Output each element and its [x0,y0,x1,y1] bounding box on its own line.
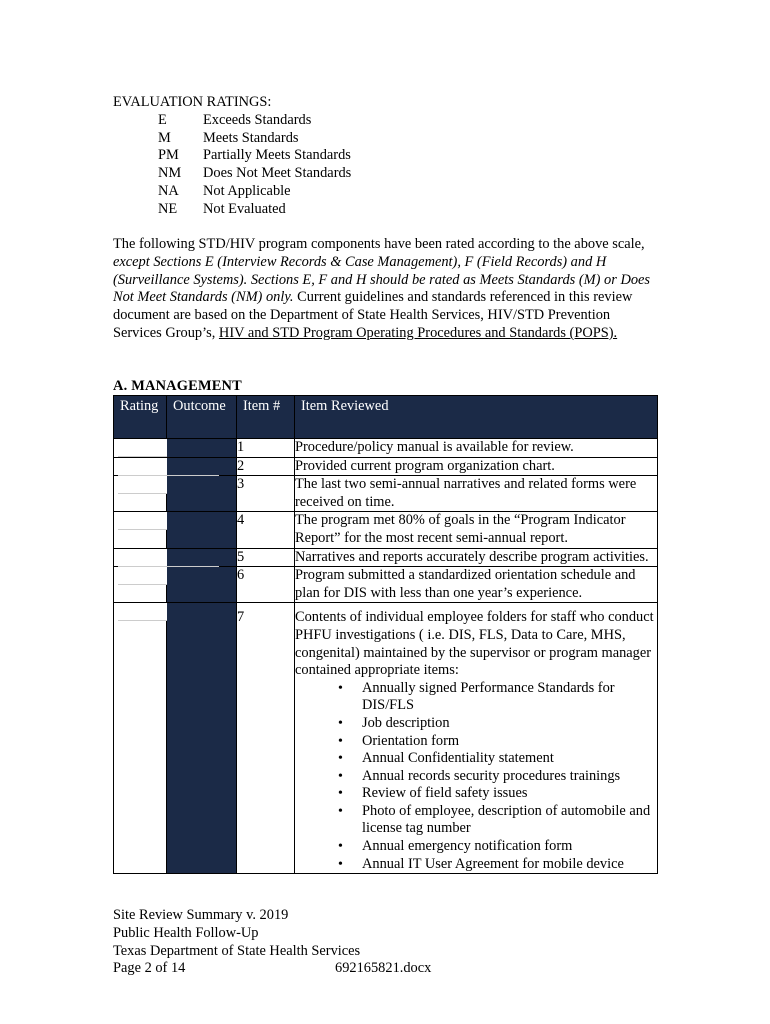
outcome-cell[interactable] [167,439,237,458]
outcome-cell[interactable] [167,548,237,567]
page-footer [113,907,431,978]
list-item: • Annual records security procedures trainings [362,768,657,786]
item-reviewed [295,603,658,874]
item-number: 4 [237,512,295,548]
rating-cell[interactable] [114,548,167,567]
item-reviewed [295,548,658,567]
item-number: 1 [237,439,295,458]
item-number: 6 [237,567,295,603]
table-row [114,476,658,512]
rating-row [113,147,351,165]
rating-code: E [158,111,167,128]
rating-code: M [158,129,171,146]
outcome-cell[interactable] [167,457,237,476]
intro-text-2: Current guidelines and standards referenced in this review document are based on the Department of State Health Services, HIV/STD Prevention Services Group’s, [113,289,633,341]
rating-cell[interactable] [114,567,167,603]
list-item: • Orientation form [362,733,657,751]
rating-label: Partially Meets Standards [203,147,351,164]
outcome-cell[interactable] [167,603,237,874]
list-item: • Annually signed Performance Standards for DIS/FLS [362,680,657,715]
rating-row [113,183,351,201]
header-item-reviewed: Item Reviewed [295,396,658,439]
item-reviewed [295,512,658,548]
rating-row [113,130,351,148]
footer-page-number: Page 2 of 14 [113,960,186,977]
rating-code: NM [158,165,182,182]
table-row [114,439,658,458]
intro-paragraph [113,236,661,343]
rating-cell[interactable] [114,512,167,548]
item-text: The program met 80% of goals in the “Program Indicator Report” for the most recent semi-annual report. [295,512,626,546]
table-row [114,603,658,874]
item-reviewed [295,439,658,458]
list-item: • Annual Confidentiality statement [362,750,657,768]
item-bullet-list [295,680,657,874]
table-header-row [114,396,658,439]
list-item: • Review of field safety issues [362,785,657,803]
item-number: 5 [237,548,295,567]
list-item: • Job description [362,715,657,733]
rating-cell[interactable] [114,476,167,512]
rating-label: Exceeds Standards [203,111,312,128]
header-item-number: Item # [237,396,295,439]
table-row [114,512,658,548]
outcome-cell[interactable] [167,512,237,548]
footer-filename: 692165821.docx [335,960,432,977]
table-row [114,548,658,567]
item-text: Program submitted a standardized orientation schedule and plan for DIS with less than one year’s experience. [295,567,636,601]
list-item: • Annual IT User Agreement for mobile device [362,856,657,874]
item-text: Procedure/policy manual is available for review. [295,439,574,455]
list-item: • Photo of employee, description of automobile and license tag number [362,803,657,838]
item-number: 7 [237,603,295,874]
table-row [114,457,658,476]
rating-label: Not Evaluated [203,200,286,217]
rating-row [113,165,351,183]
item-text: Narratives and reports accurately describe program activities. [295,548,649,565]
item-reviewed [295,567,658,603]
rating-code: NE [158,200,178,217]
pops-link[interactable]: HIV and STD Program Operating Procedures and Standards (POPS). [218,324,618,341]
intro-italic: except Sections E (Interview Records & Case Management), F (Field Records) and H (Surveillance Systems). Sections E, F and H should be rated as Meets Standards (M) or Does Not Meet Standards (NM) only. [113,253,651,306]
list-item: • Annual emergency notification form [362,838,657,856]
footer-line-1: Site Review Summary v. 2019 [113,907,289,923]
item-number: 2 [237,457,295,476]
header-rating: Rating [114,396,167,439]
rating-row [113,112,351,130]
item-reviewed [295,476,658,512]
management-table [113,395,658,874]
ratings-heading: EVALUATION RATINGS: [113,94,272,110]
rating-label: Meets Standards [203,129,299,146]
rating-row [113,201,351,219]
header-outcome: Outcome [167,396,237,439]
rating-code: PM [158,147,179,164]
item-text: Contents of individual employee folders for staff who conduct PHFU investigations ( i.e. DIS, FLS, Data to Care, MHS, congenital) maintained by the supervisor or program manager contained appropriate items: [295,609,654,679]
rating-cell[interactable] [114,457,167,476]
outcome-cell[interactable] [167,476,237,512]
rating-code: NA [158,182,179,199]
evaluation-ratings [113,94,351,219]
item-number: 3 [237,476,295,512]
rating-cell[interactable] [114,439,167,458]
outcome-cell[interactable] [167,567,237,603]
footer-line-3: Texas Department of State Health Services [113,942,361,959]
ratings-list [113,112,351,219]
table-row [114,567,658,603]
intro-text: The following STD/HIV program components have been rated according to the above scale, [113,236,645,252]
item-text: The last two semi-annual narratives and related forms were received on time. [295,476,637,510]
item-reviewed [295,457,658,476]
item-text: Provided current program organization chart. [295,457,555,474]
rating-cell[interactable] [114,603,167,874]
rating-label: Not Applicable [203,182,291,199]
section-title: A. MANAGEMENT [113,378,242,394]
footer-line-2: Public Health Follow-Up [113,924,259,941]
rating-label: Does Not Meet Standards [203,165,352,182]
